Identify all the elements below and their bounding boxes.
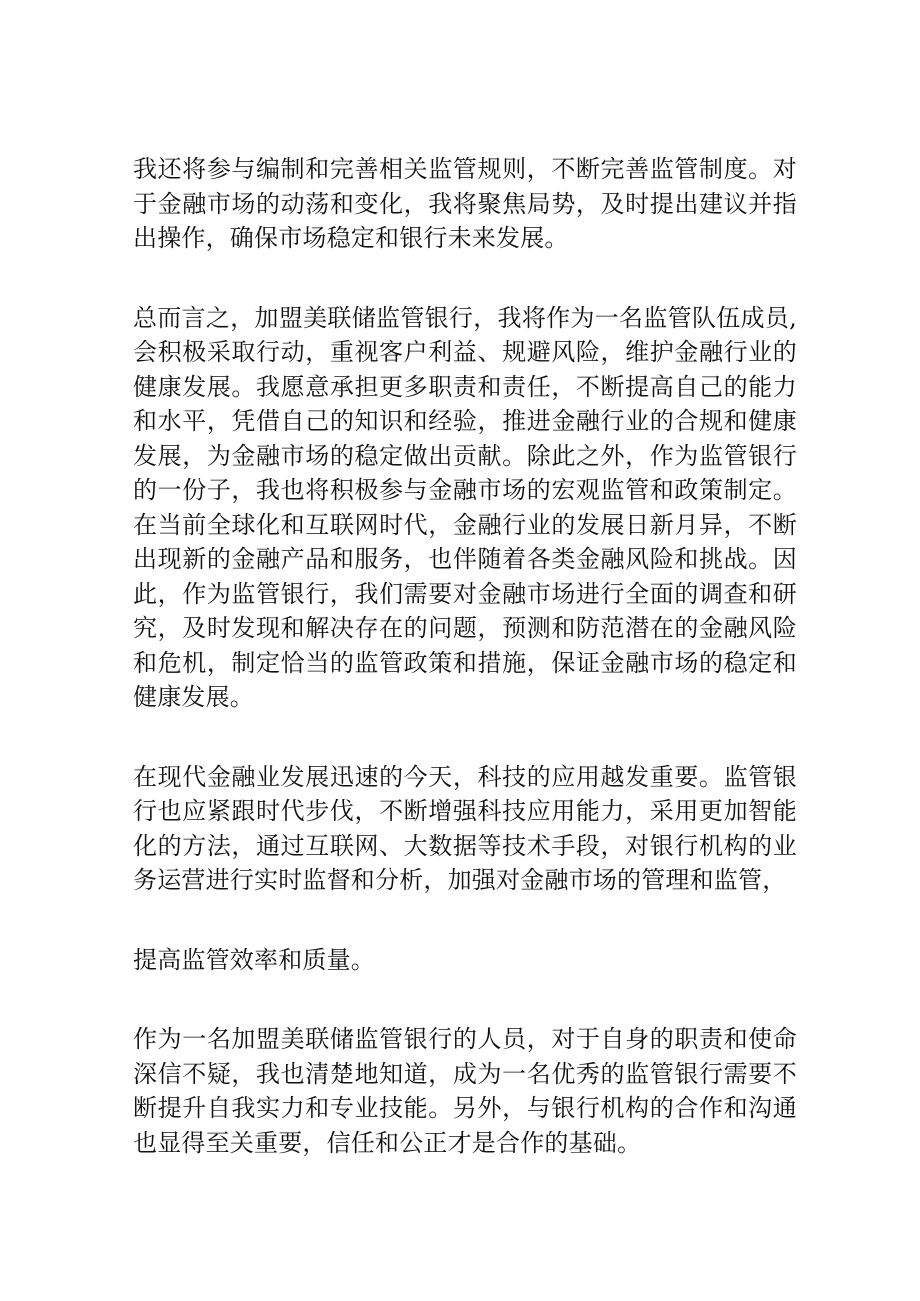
document-body (133, 152, 797, 1160)
paragraph-2: 总而言之，加盟美联储监管银行，我将作为一名监管队伍成员,会积极采取行动，重视客户利益、规避风险，维护金融行业的健康发展。我愿意承担更多职责和责任，不断提高自己的能力和水平，凭借自己的知识和经验，推进金融行业的合规和健康发展，为金融市场的稳定做出贡献。除此之外，作为监管银行的一份子，我也将积极参与金融市场的宏观监管和政策制定。在当前全球化和互联网时代，金融行业的发展日新月异，不断出现新的金融产品和服务，也伴随着各类金融风险和挑战。因此，作为监管银行，我们需要对金融市场进行全面的调查和研究，及时发现和解决存在的问题，预测和防范潜在的金融风险和危机，制定恰当的监管政策和措施，保证金融市场的稳定和健康发展。 (133, 303, 797, 711)
paragraph-3: 在现代金融业发展迅速的今天，科技的应用越发重要。监管银行也应紧跟时代步伐，不断增强科技应用能力，采用更加智能化的方法，通过互联网、大数据等技术手段，对银行机构的业务运营进行实时监督和分析，加强对金融市场的管理和监管， (133, 762, 797, 894)
paragraph-5: 作为一名加盟美联储监管银行的人员，对于自身的职责和使命深信不疑，我也清楚地知道，成为一名优秀的监管银行需要不断提升自我实力和专业技能。另外，与银行机构的合作和沟通也显得至关重要，信任和公正才是合作的基础。 (133, 1025, 797, 1157)
paragraph-1: 我还将参与编制和完善相关监管规则，不断完善监管制度。对于金融市场的动荡和变化，我将聚焦局势，及时提出建议并指出操作，确保市场稳定和银行未来发展。 (133, 155, 797, 252)
paragraph-4: 提高监管效率和质量。 (133, 945, 375, 974)
